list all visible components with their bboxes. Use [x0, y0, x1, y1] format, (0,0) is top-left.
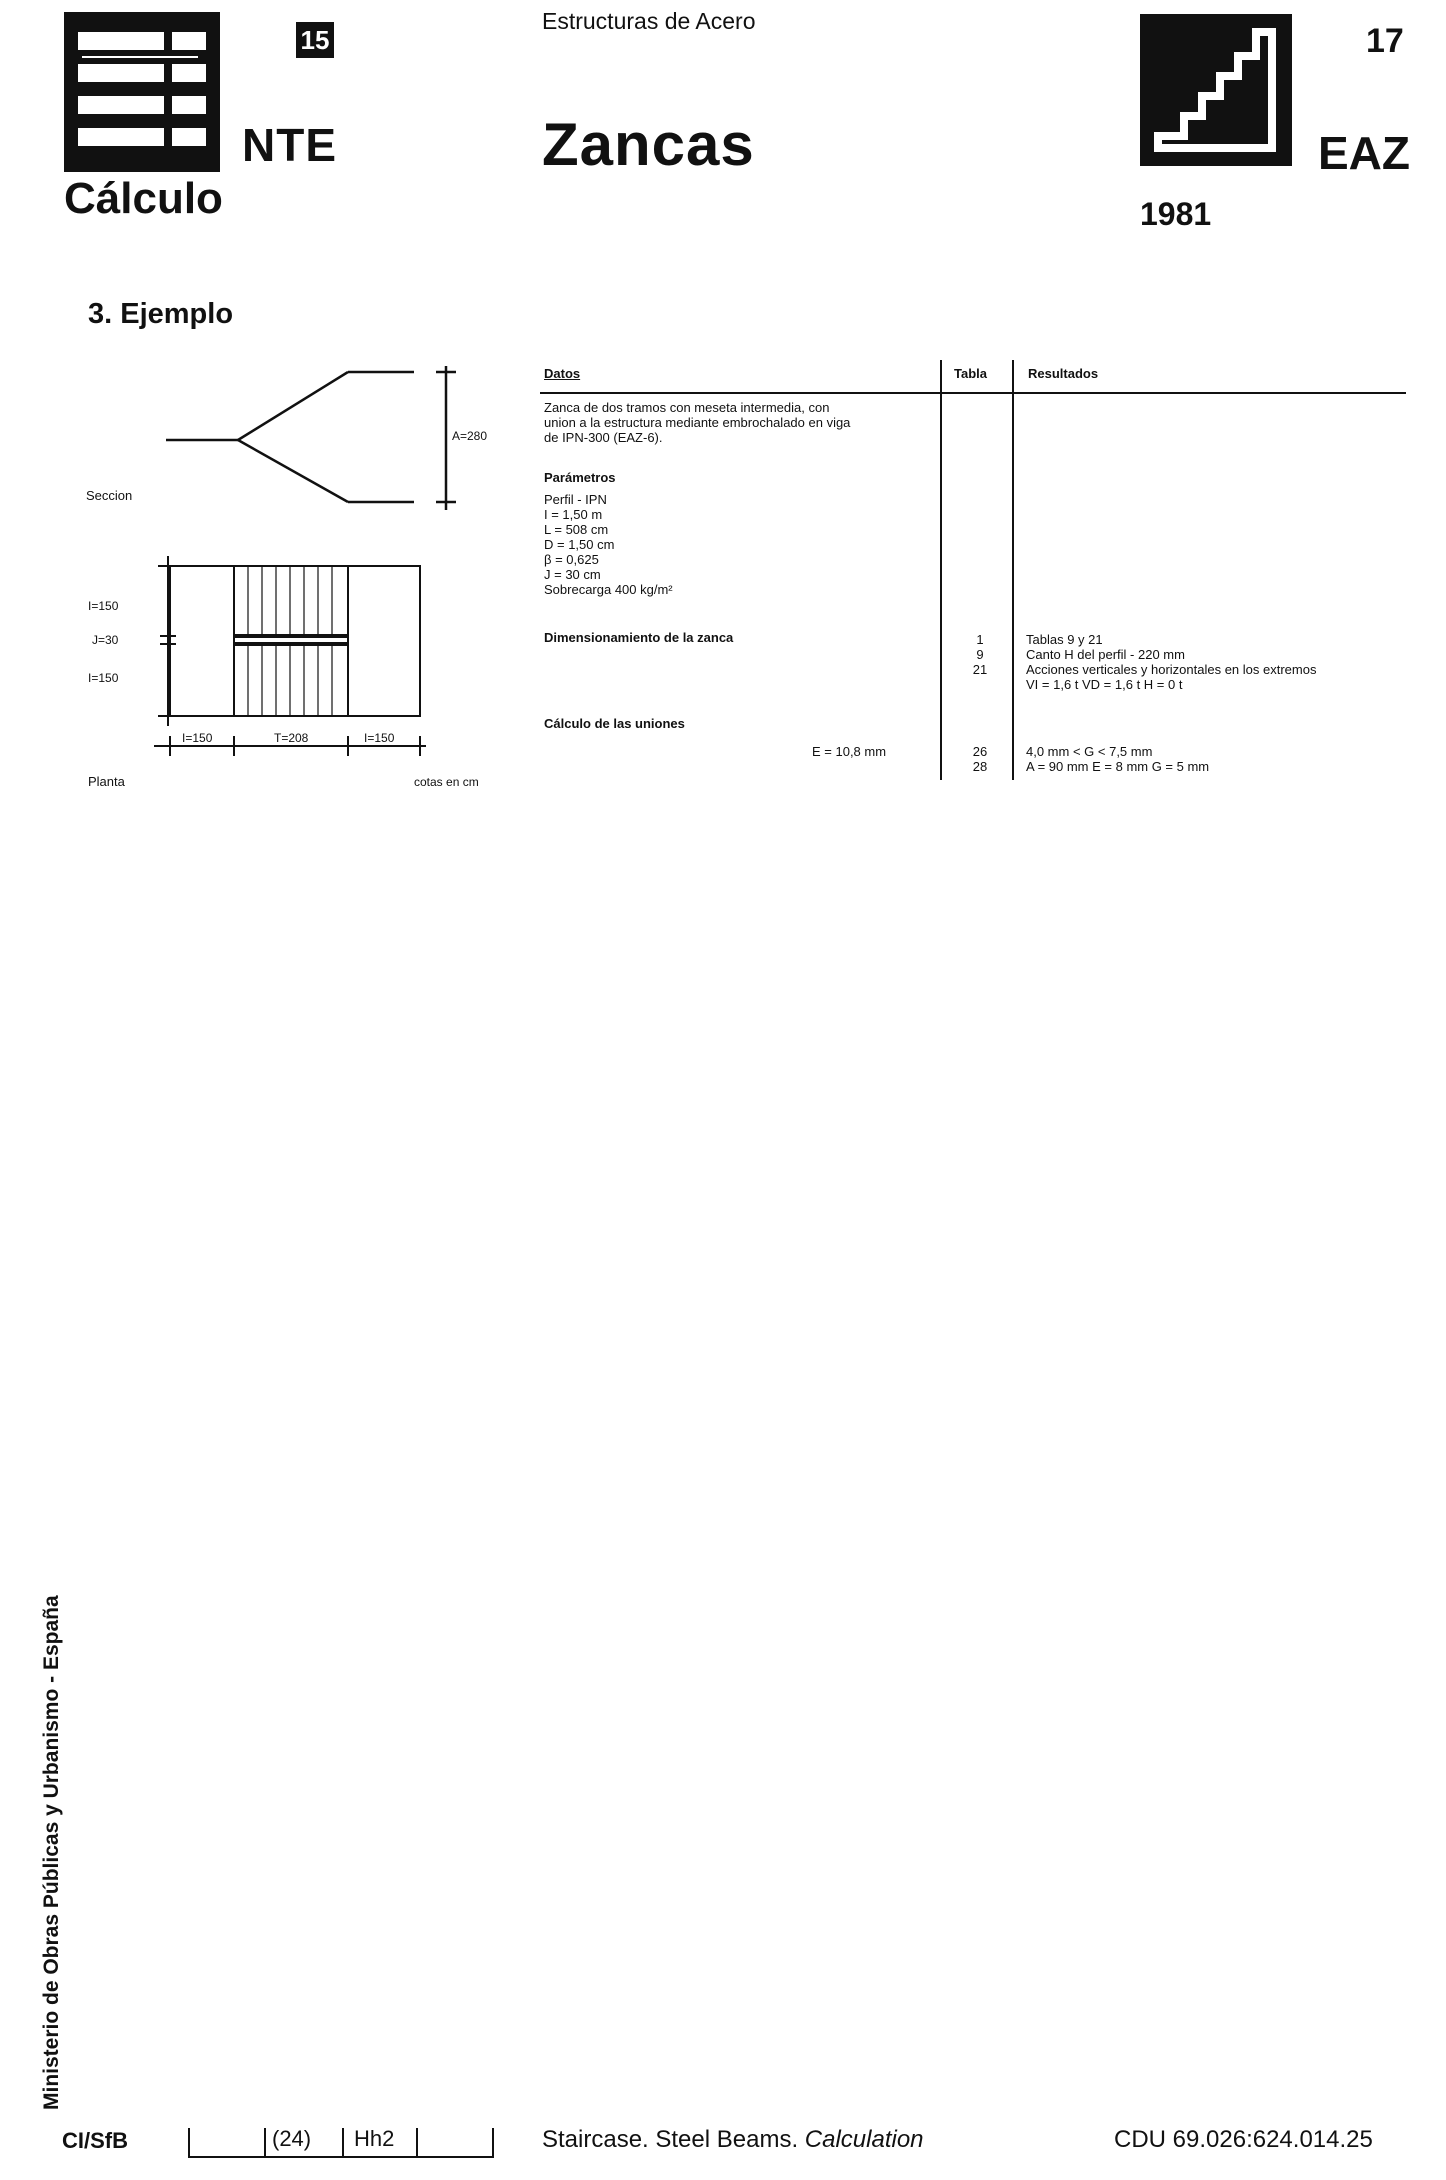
- dim-result: Tablas 9 y 21: [1026, 632, 1103, 647]
- side-ministry-text: Ministerio de Obras Públicas y Urbanismo - España: [40, 1595, 63, 2110]
- param-item: D = 1,50 cm: [544, 537, 615, 552]
- cdu-code: CDU 69.026:624.014.25: [1114, 2126, 1373, 2153]
- code-label: EAZ: [1318, 127, 1410, 179]
- footer-description-italic: Calculation: [804, 2126, 924, 2153]
- eaz-logo: [1140, 14, 1292, 166]
- bottom-dim-1: I=150: [182, 731, 213, 745]
- param-item: Perfil - IPN: [544, 492, 607, 507]
- stair-drawings: [80, 360, 520, 800]
- param-item: L = 508 cm: [544, 522, 609, 537]
- box-divider: [416, 2128, 418, 2158]
- col-tabla-header: Tabla: [954, 366, 987, 381]
- union-value: E = 10,8 mm: [812, 744, 887, 759]
- box-baseline: [188, 2156, 494, 2158]
- dim-tables: [960, 632, 1000, 677]
- box-divider: [342, 2128, 344, 2158]
- params-list: [544, 492, 673, 597]
- box-divider: [264, 2128, 266, 2158]
- union-table-ref: 28: [972, 759, 988, 774]
- section-heading: 3. Ejemplo: [88, 298, 234, 330]
- dim-result: Canto H del perfil - 220 mm: [1026, 647, 1185, 662]
- col-resultados-header: Resultados: [1028, 366, 1099, 381]
- i-dim-top: I=150: [88, 599, 119, 613]
- bottom-dim-2: T=208: [274, 731, 309, 745]
- cisfb-boxes: [188, 2124, 494, 2162]
- dim-heading: Dimensionamiento de la zanca: [544, 630, 734, 645]
- description-line: de IPN-300 (EAZ-6).: [544, 430, 663, 445]
- j-dim: J=30: [92, 633, 119, 647]
- union-result: A = 90 mm E = 8 mm G = 5 mm: [1026, 759, 1210, 774]
- units-label: cotas en cm: [414, 775, 479, 789]
- nte-label: NTE: [242, 119, 337, 171]
- number-badge: [296, 22, 334, 58]
- description-line: Zanca de dos tramos con meseta intermedia, con: [544, 400, 830, 415]
- nte-logo: [64, 12, 220, 172]
- section-drawing: [166, 366, 456, 510]
- footer-description-text: Staircase. Steel Beams.: [542, 2126, 805, 2153]
- dim-results: [1026, 632, 1406, 692]
- description-line: union a la estructura mediante embrochalado en viga: [544, 415, 851, 430]
- footer-description: [542, 2126, 924, 2154]
- param-item: J = 30 cm: [544, 567, 601, 582]
- cisfb-label: CI/SfB: [62, 2128, 128, 2153]
- dim-table-ref: 1: [976, 632, 984, 647]
- box-divider: [188, 2128, 190, 2158]
- table-col-divider-2: [1012, 360, 1014, 780]
- subject-label: Estructuras de Acero: [542, 8, 756, 34]
- page-number: 17: [1366, 22, 1404, 60]
- dim-result: VI = 1,6 t VD = 1,6 t H = 0 t: [1026, 677, 1183, 692]
- number-badge-text: 15: [300, 25, 330, 55]
- union-results: [1026, 744, 1406, 774]
- nte-logo-graphic: [64, 12, 220, 172]
- col-datos-header: Datos: [544, 366, 581, 381]
- params-heading: Parámetros: [544, 470, 616, 485]
- param-item: I = 1,50 m: [544, 507, 603, 522]
- table-col-divider-1: [940, 360, 942, 780]
- description-block: [544, 400, 934, 445]
- box1-text: (24): [272, 2126, 312, 2151]
- i-dim-bottom: I=150: [88, 671, 119, 685]
- box2-text: Hh2: [354, 2126, 395, 2151]
- param-item: β = 0,625: [544, 552, 599, 567]
- stair-logo-icon: [1140, 14, 1292, 166]
- dim-result: Acciones verticales y horizontales en los extremos: [1026, 662, 1317, 677]
- param-item: Sobrecarga 400 kg/m²: [544, 582, 673, 597]
- plan-label: Planta: [88, 774, 125, 789]
- year-label: 1981: [1140, 196, 1212, 232]
- calculo-label: Cálculo: [64, 174, 223, 223]
- union-result: 4,0 mm < G < 7,5 mm: [1026, 744, 1153, 759]
- box-divider: [492, 2128, 494, 2158]
- union-heading: Cálculo de las uniones: [544, 716, 685, 731]
- dim-table-ref: 9: [976, 647, 984, 662]
- a-dimension: A=280: [452, 429, 488, 443]
- section-label: Seccion: [86, 488, 133, 503]
- union-tables: [960, 744, 1000, 774]
- bottom-dim-3: I=150: [364, 731, 395, 745]
- dim-table-ref: 21: [972, 662, 988, 677]
- union-table-ref: 26: [972, 744, 988, 759]
- table-header-rule: [540, 392, 1406, 394]
- page-title: Zancas: [542, 111, 755, 178]
- plan-drawing: [154, 556, 426, 756]
